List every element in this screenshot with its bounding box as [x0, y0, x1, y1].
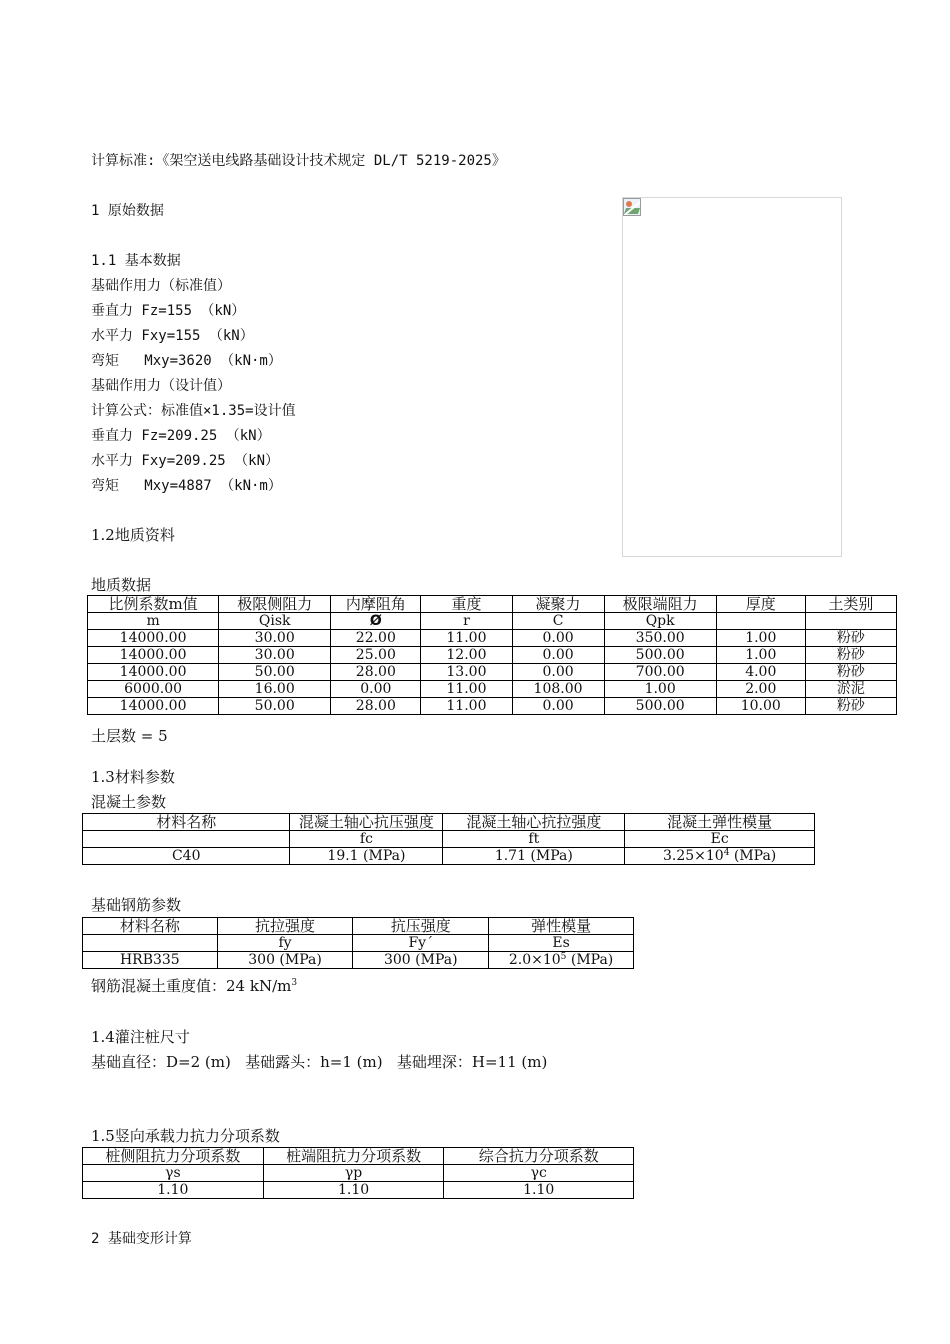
table-cell: 14000.00 [88, 647, 219, 664]
table-cell: 0.00 [512, 630, 604, 647]
table-cell: 11.00 [421, 681, 512, 698]
geology-header: 极限端阻力 [604, 596, 716, 613]
steel-symbol: Es [489, 935, 634, 952]
table-cell: 14000.00 [88, 698, 219, 715]
table-cell: 10.00 [716, 698, 805, 715]
coef-symbol: γp [263, 1165, 444, 1182]
table-cell: 1.00 [716, 630, 805, 647]
geology-header: 凝聚力 [512, 596, 604, 613]
standard-fz: 垂直力 Fz=155 （kN） [91, 303, 246, 319]
geology-symbol-row [88, 613, 897, 630]
table-cell: 粉砂 [805, 698, 896, 715]
standard-mxy: 弯矩 Mxy=3620 （kN·m） [91, 353, 282, 369]
broken-image-icon [623, 198, 641, 216]
table-row [88, 664, 897, 681]
concrete-symbol [83, 831, 290, 848]
steel-fy-prime: 300 (MPa) [353, 952, 489, 969]
concrete-ec-exp: 4 [723, 848, 730, 858]
design-fz: 垂直力 Fz=209.25 （kN） [91, 428, 271, 444]
geology-header: 极限侧阻力 [219, 596, 331, 613]
section-1-1-title: 1.1 基本数据 [91, 253, 181, 269]
table-cell: 500.00 [604, 698, 716, 715]
table-cell: 粉砂 [805, 647, 896, 664]
coef-symbol: γs [83, 1165, 264, 1182]
table-cell: 11.00 [421, 698, 512, 715]
geology-header: 内摩阻角 [331, 596, 421, 613]
table-cell: 50.00 [219, 664, 331, 681]
steel-header: 弹性模量 [489, 918, 634, 935]
table-cell: 25.00 [331, 647, 421, 664]
concrete-grade: C40 [83, 848, 290, 865]
table-cell: 28.00 [331, 698, 421, 715]
table-row [88, 647, 897, 664]
geology-symbol [716, 613, 805, 630]
section-1-4-title: 1.4灌注桩尺寸 [91, 1028, 190, 1046]
concrete-symbol-row [83, 831, 815, 848]
steel-header: 抗拉强度 [217, 918, 353, 935]
coef-header: 桩侧阻抗力分项系数 [83, 1148, 264, 1165]
geology-symbol: m [88, 613, 219, 630]
coef-value: 1.10 [263, 1182, 444, 1199]
coef-header-row [83, 1148, 634, 1165]
table-cell: 粉砂 [805, 630, 896, 647]
geology-header: 重度 [421, 596, 512, 613]
design-fxy: 水平力 Fxy=209.25 （kN） [91, 453, 280, 469]
coef-value: 1.10 [444, 1182, 634, 1199]
table-cell: 0.00 [512, 664, 604, 681]
table-cell: 0.00 [331, 681, 421, 698]
design-mxy: 弯矩 Mxy=4887 （kN·m） [91, 478, 282, 494]
table-cell: 14000.00 [88, 630, 219, 647]
steel-table [82, 917, 634, 969]
geology-symbol: Qpk [604, 613, 716, 630]
table-cell: 1.00 [716, 647, 805, 664]
table-cell: 28.00 [331, 664, 421, 681]
table-cell: 4.00 [716, 664, 805, 681]
table-row [83, 1182, 634, 1199]
steel-symbol-row [83, 935, 634, 952]
concrete-table [82, 813, 815, 865]
section-1-2-title: 1.2地质资料 [91, 526, 175, 544]
concrete-symbol: fc [290, 831, 443, 848]
design-formula: 计算公式：标准值×1.35=设计值 [91, 403, 296, 419]
coef-header: 桩端阻抗力分项系数 [263, 1148, 444, 1165]
layer-count: 土层数 = 5 [91, 727, 168, 745]
table-row [88, 630, 897, 647]
table-cell: 108.00 [512, 681, 604, 698]
table-cell: 11.00 [421, 630, 512, 647]
resistance-coef-table [82, 1147, 634, 1199]
concrete-ec-base: 3.25×10 [662, 848, 724, 864]
standard-fxy: 水平力 Fxy=155 （kN） [91, 328, 254, 344]
table-cell: 0.00 [512, 647, 604, 664]
table-cell: 12.00 [421, 647, 512, 664]
table-cell: 16.00 [219, 681, 331, 698]
geology-header: 厚度 [716, 596, 805, 613]
pile-dimensions: 基础直径：D=2 (m) 基础露头：h=1 (m) 基础埋深：H=11 (m) [91, 1053, 548, 1071]
coef-header: 综合抗力分项系数 [444, 1148, 634, 1165]
steel-header: 材料名称 [83, 918, 218, 935]
concrete-symbol: ft [443, 831, 625, 848]
geology-symbol [805, 613, 896, 630]
table-cell: 6000.00 [88, 681, 219, 698]
geology-header: 比例系数m值 [88, 596, 219, 613]
image-placeholder [622, 197, 842, 557]
unit-weight-text: 钢筋混凝土重度值：24 kN/m [91, 977, 292, 995]
coef-symbol-row [83, 1165, 634, 1182]
steel-symbol: fy [217, 935, 353, 952]
geology-symbol: Ø [331, 613, 421, 630]
concrete-header: 混凝土轴心抗压强度 [290, 814, 443, 831]
steel-header-row [83, 918, 634, 935]
steel-grade: HRB335 [83, 952, 218, 969]
concrete-ec-unit: (MPa) [729, 848, 777, 864]
steel-symbol: Fy´ [353, 935, 489, 952]
steel-es-base: 2.0×10 [508, 952, 561, 968]
steel-fy: 300 (MPa) [217, 952, 353, 969]
geology-header-row [88, 596, 897, 613]
steel-header: 抗压强度 [353, 918, 489, 935]
table-cell: 500.00 [604, 647, 716, 664]
unit-weight-exp: 3 [291, 978, 298, 988]
table-cell: 粉砂 [805, 664, 896, 681]
table-cell: 30.00 [219, 630, 331, 647]
section-1-title: 1 原始数据 [91, 203, 164, 219]
geology-symbol: C [512, 613, 604, 630]
table-cell: 1.00 [604, 681, 716, 698]
geology-symbol: r [421, 613, 512, 630]
table-cell: 50.00 [219, 698, 331, 715]
table-cell: 30.00 [219, 647, 331, 664]
table-cell: 700.00 [604, 664, 716, 681]
concrete-header: 混凝土轴心抗拉强度 [443, 814, 625, 831]
concrete-header: 混凝土弹性模量 [625, 814, 815, 831]
steel-es [489, 952, 634, 969]
section-1-5-title: 1.5竖向承载力抗力分项系数 [91, 1127, 280, 1145]
table-cell: 2.00 [716, 681, 805, 698]
calc-standard: 计算标准:《架空送电线路基础设计技术规定 DL/T 5219-2025》 [91, 153, 506, 169]
table-row [83, 848, 815, 865]
steel-es-unit: (MPa) [566, 952, 614, 968]
coef-value: 1.10 [83, 1182, 264, 1199]
table-row [88, 698, 897, 715]
concrete-symbol: Ec [625, 831, 815, 848]
concrete-ft: 1.71 (MPa) [443, 848, 625, 865]
unit-weight [91, 976, 297, 996]
table-row [83, 952, 634, 969]
table-cell: 350.00 [604, 630, 716, 647]
table-cell: 0.00 [512, 698, 604, 715]
table-cell: 13.00 [421, 664, 512, 681]
geology-table [87, 595, 897, 715]
section-1-3-title: 1.3材料参数 [91, 768, 175, 786]
geology-header: 土类别 [805, 596, 896, 613]
section-2-title: 2 基础变形计算 [91, 1231, 192, 1247]
concrete-fc: 19.1 (MPa) [290, 848, 443, 865]
concrete-ec [625, 848, 815, 865]
steel-title: 基础钢筋参数 [91, 896, 182, 914]
table-cell: 22.00 [331, 630, 421, 647]
coef-symbol: γc [444, 1165, 634, 1182]
standard-forces-title: 基础作用力（标准值） [91, 278, 231, 294]
table-cell: 淤泥 [805, 681, 896, 698]
geology-title: 地质数据 [91, 576, 152, 594]
design-forces-title: 基础作用力（设计值） [91, 378, 231, 394]
steel-symbol [83, 935, 218, 952]
table-cell: 14000.00 [88, 664, 219, 681]
concrete-title: 混凝土参数 [91, 793, 167, 811]
concrete-header: 材料名称 [83, 814, 290, 831]
geology-symbol: Qisk [219, 613, 331, 630]
concrete-header-row [83, 814, 815, 831]
table-row [88, 681, 897, 698]
steel-es-exp: 5 [560, 952, 567, 962]
